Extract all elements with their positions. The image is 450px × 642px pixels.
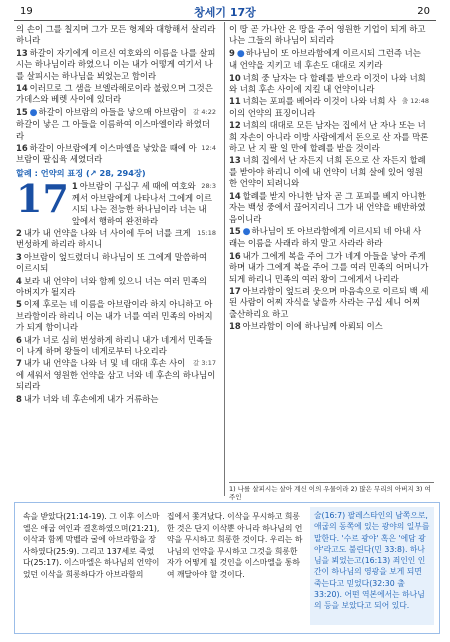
paragraph-marker-icon: ● (242, 226, 251, 237)
verse (16, 358, 216, 392)
column-divider (224, 22, 225, 496)
verse-number: 14 (16, 83, 28, 94)
verse-number: 2 (16, 227, 22, 238)
verse (16, 107, 216, 142)
chapter-title: 창세기 17장 (194, 6, 256, 19)
cross-reference: 갈 3:17 (193, 359, 216, 368)
cross-reference: 12:4 (201, 144, 216, 153)
page-number-right: 20 (417, 6, 430, 17)
verse-text: 이제 후로는 네 이름을 아브람이라 하지 아니하고 아브라함이라 하리니 이는 내가 너를 여러 민족의 아버지가 되게 함이니라 (16, 299, 213, 333)
cross-reference: 출 12:48 (401, 97, 429, 106)
verse-number: 17 (229, 285, 241, 296)
verse-number: 11 (229, 96, 241, 107)
commentary-box (14, 502, 440, 634)
verse-text: 아브람이 엎드렸더니 하나님이 또 그에게 말씀하여 이르시되 (16, 251, 208, 274)
verse-text: 보라 내 언약이 너와 함께 있으니 너는 여러 민족의 아버지가 될지라 (16, 275, 207, 297)
verse (16, 299, 216, 333)
verse-number: 13 (229, 155, 241, 166)
verse-number: 3 (16, 251, 22, 262)
page-number-left: 19 (20, 6, 33, 17)
verse-text: 내가 너와 네 후손에게 내가 거류하는 (23, 393, 159, 404)
right-column (229, 24, 429, 334)
verse (229, 191, 429, 225)
verse-text: 의 손이 그를 칠지며 그가 모든 형제와 대항해서 살리라 하니라 (16, 24, 216, 46)
verse-number: 1 (71, 181, 78, 192)
header-rule (14, 20, 436, 21)
verse-text: 아브라함이 엎드려 웃으며 마음속으로 이르되 백 세 된 사람이 어찌 자식을 낳을까 사라는 구십 세니 어찌 출산하리요 하고 (229, 285, 429, 319)
verse (16, 252, 216, 275)
verse (16, 24, 216, 47)
verse-text: 내가 너로 심히 번성하게 하리니 내가 네게서 민족들이 나게 하며 왕들이 네게로부터 나오리라 (16, 334, 213, 356)
verse (229, 96, 429, 119)
paragraph-marker-icon: ● (29, 107, 38, 118)
verse-text: 너희의 대대로 모든 남자는 집에서 난 자나 또는 너희 자손이 아니라 이방 사람에게서 돈으로 산 자를 막론하고 난 지 팔 일 만에 할례를 받을 것이라 (229, 120, 429, 154)
verse-text: 이러므로 그 샘을 브엘라해로이라 불렀으며 그것은 가데스와 베렛 사이에 있더라 (16, 83, 213, 105)
verse-text: 너희 중 남자는 다 할례를 받으라 이것이 나와 너희와 너희 후손 사이에 지킬 내 언약이니라 (229, 72, 426, 95)
verse-number: 15 (16, 106, 28, 117)
verse-number: 6 (16, 334, 22, 345)
commentary-col-1: 속을 받았다(21:14-19). 그 이후 이스마엘은 애굽 여인과 결혼하였으며(21:21), 이삭과 함께 막벨라 굴에 아브라함을 장사하였다(25:9). 그리고 137세로 죽었다(25:17). 이스마엘은 하나님의 언약이었던 이삭을 희롱하다가 아브라함의 (23, 512, 160, 579)
verse (229, 48, 429, 72)
verse-text: 할례를 받지 아니한 남자 곧 그 포피를 베지 아니한 자는 백성 중에서 끊어지리니 그가 내 언약을 배반하였음이니라 (229, 190, 426, 224)
verse-number: 18 (229, 321, 241, 332)
cross-reference: 28:3 (201, 182, 216, 191)
verse (16, 335, 216, 358)
chapter-number: 17 (16, 176, 69, 222)
verse-text: 내가 내 언약을 나와 너 및 네 대대 후손 사이에 세워서 영원한 언약을 삼고 너와 네 후손의 하나님이 되리라 (16, 358, 216, 392)
verse-number: 16 (16, 143, 28, 154)
verse-number: 12 (229, 120, 241, 131)
verse (16, 83, 216, 106)
verse-number: 13 (16, 47, 28, 58)
verse (229, 24, 429, 47)
section-heading: 할례 : 언약의 표징 (↗ 28, 294장) (16, 167, 146, 178)
verse (229, 251, 429, 285)
verse-text: 너희는 포피를 베어라 이것이 나와 너희 사이의 언약의 표징이니라 (229, 96, 397, 118)
verse-number: 5 (16, 299, 22, 310)
verse (16, 143, 216, 166)
verse-text: 하나님이 또 아브라함에게 이르시되 네 아내 사래는 이름을 사래라 하지 말고 사라라 하라 (229, 225, 422, 249)
cross-reference: 갈 4:22 (193, 107, 216, 116)
verse-number: 14 (229, 190, 241, 201)
verse (229, 226, 429, 250)
verse-number: 7 (16, 358, 22, 369)
commentary-col-2: 집에서 쫓겨났다. 이삭을 무시하고 희롱한 것은 단지 이삭뿐 아니라 하나님의 언약을 무시하고 희롱한 것이다. 우리는 하나님의 언약을 무시하고 그것을 희롱한 자가 어떻게 될 것인을 이스마엘을 통하여 깨달아야 할 것이다. (167, 512, 303, 579)
verse-number: 9 (229, 47, 235, 58)
verse-number: 4 (16, 275, 22, 286)
verse (16, 276, 216, 299)
left-column (16, 24, 216, 406)
cross-reference: 15:18 (197, 228, 216, 237)
verse-text: 아브람이 구십구 세 때에 여호와께서 아브람에게 나타나서 그에게 이르시되 나는 전능한 하나님이라 너는 내 앞에서 행하여 완전하라 (71, 181, 212, 226)
verse-text: 하갈이 아브람에게 이스마엘을 낳았을 때에 아브람이 팔십육 세였더라 (16, 143, 197, 165)
verse (229, 286, 429, 320)
verse-text: 너희 집에서 난 자든지 너희 돈으로 산 자든지 할례를 받아야 하리니 이에 내 언약이 너희 살에 있어 영원한 언약이 되려니와 (229, 155, 426, 189)
verse-text: 아브라함이 이에 하나님께 아뢰되 이스 (242, 321, 383, 332)
verse-number: 10 (229, 72, 241, 83)
verse-text: 내가 내 언약을 나와 너 사이에 두어 너를 크게 번성하게 하리라 하시니 (16, 227, 191, 250)
sidebar-note: 술(16:7) 팔레스타인의 남쪽으로, 애굽의 동쪽에 있는 광야의 일부를 말한다. '수르 광야' 혹은 '에담 광야'라고도 불린다(민 33:8). 하나님을 뵈었는고(16:13) 죄인인 인간이 하나님의 영광을 보게 되면 죽는다고 믿었다(32:30 출 33:20). 어떤 역본에서는 하나님의 등을 보았다고 되어 있다. (310, 507, 434, 625)
verse (229, 155, 429, 189)
verse-number: 15 (229, 225, 241, 236)
verse-number: 8 (16, 393, 22, 404)
footnote: 1) 나를 살피시는 살아 계신 이의 우물이라 2) 많은 무리의 아버지 3) 여주인 (229, 482, 434, 501)
paragraph-marker-icon: ● (236, 48, 245, 59)
verse-text: 하나님이 또 아브라함에게 이르시되 그런즉 너는 내 언약을 지키고 네 후손도 대대로 지키라 (229, 47, 421, 71)
verse-number: 16 (229, 250, 241, 261)
verse (16, 228, 216, 251)
verse-text: 하갈이 자기에게 이르신 여호와의 이름을 나를 살피시는 하나님이라 하였으니 이는 내가 어떻게 여기서 나를 살피시는 하나님을 뵈었는고 함이라 (16, 47, 216, 81)
verse (16, 394, 216, 405)
verse (16, 48, 216, 82)
verse (229, 120, 429, 154)
verse (229, 73, 429, 96)
verse-text: 내가 그에게 복을 주어 그가 네게 아들을 낳아 주게 하며 내가 그에게 복을 주어 그를 여러 민족의 어머니가 되게 하리니 민족의 여러 왕이 그에게서 나리라 (229, 250, 429, 284)
verse (229, 321, 429, 332)
verse-text: 하갈이 아브람의 아들을 낳으매 아브람이 하갈이 낳은 그 아들을 이름하여 이스마엘이라 하였더라 (16, 106, 210, 141)
verse-text: 이 땅 곧 가나안 온 땅을 주어 영원한 기업이 되게 하고 나는 그들의 하나님이 되리라 (229, 24, 426, 46)
